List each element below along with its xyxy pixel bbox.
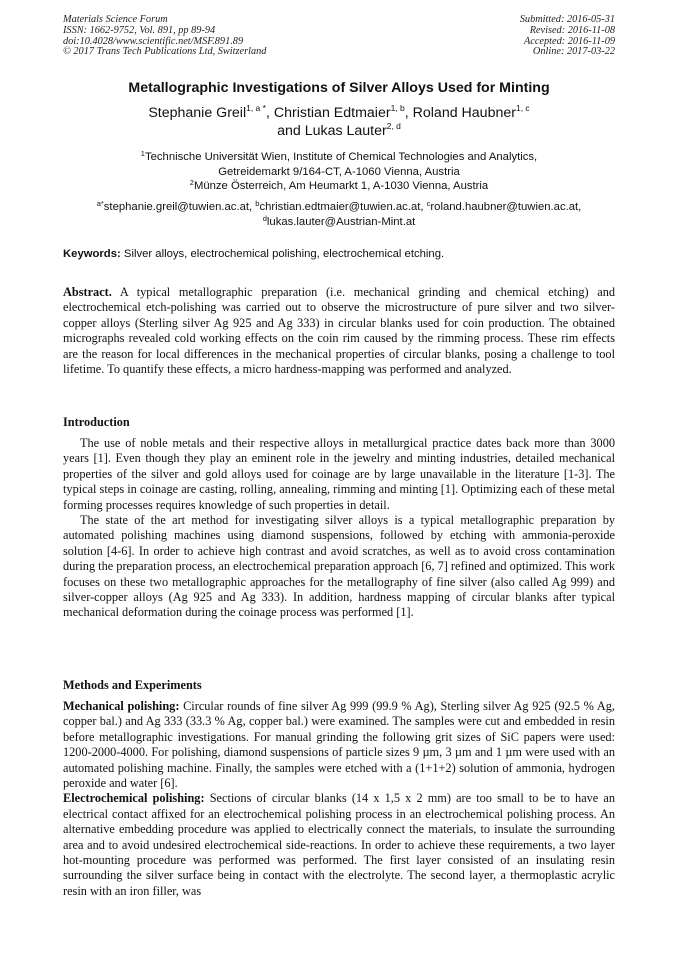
abstract xyxy=(63,285,615,377)
author-sup: 1, b xyxy=(390,103,405,113)
author-sup: 1, a * xyxy=(246,103,266,113)
author-list xyxy=(40,104,638,140)
introduction-body xyxy=(63,436,615,621)
doi-line: doi:10.4028/www.scientific.net/MSF.891.89 xyxy=(63,35,244,47)
author-name: and Lukas Lauter xyxy=(277,123,387,139)
email-link[interactable]: lukas.lauter@Austrian-Mint.at xyxy=(266,215,416,228)
copyright-line: © 2017 Trans Tech Publications Ltd, Switzerland xyxy=(63,46,267,58)
author-name: Roland Haubner xyxy=(412,105,516,121)
journal-name: Materials Science Forum xyxy=(63,14,168,25)
methods-body xyxy=(63,699,615,899)
affiliation-1 xyxy=(40,150,638,165)
keywords xyxy=(63,248,615,260)
journal-info xyxy=(63,15,266,58)
email-link[interactable]: roland.haubner@tuwien.ac.at, xyxy=(430,201,582,213)
revised-date: Revised: 2016-11-08 xyxy=(529,24,615,36)
affiliation-text: Technische Universität Wien, Institute of Chemical Technologies and Analytics, xyxy=(144,151,538,163)
abstract-label: Abstract. xyxy=(63,285,112,299)
issn-line: ISSN: 1662-9752, Vol. 891, pp 89-94 xyxy=(63,24,216,36)
email-sup: b xyxy=(255,199,260,208)
author-name: Christian Edtmaier xyxy=(273,105,391,121)
email-sup: a* xyxy=(96,199,104,208)
affiliation-1-address: Getreidemarkt 9/164-CT, A-1060 Vienna, Austria xyxy=(218,165,460,178)
electrochemical-polishing-text: Sections of circular blanks (14 x 1,5 x 2 mm) are too small to be to have an electrical contact affixed for an electrochemical polishing process in an electrochemical polishing process. An alternative embedding procedure was applied to electrically connect the materials, to insulate the surrounding area and to avoid undesired electrochemical side-reactions. In order to achieve these requirements, a two layer hot-mounting procedure was performed was performed. The first layer consisted of an insulating resin surrounding the silver surface being in contact with the electrolyte. The second layer, a thermoplastic acrylic resin with an iron filler, was xyxy=(63,791,615,898)
email-sup: d xyxy=(262,213,267,223)
methods-heading: Methods and Experiments xyxy=(63,678,202,692)
email-sup: c xyxy=(426,199,431,208)
introduction-paragraph: The use of noble metals and their respective alloys in metallurgical practice dates back more than 3000 years [1]. Even though they play an eminent role in the jewelry and minting industries, detailed mechanical properties of the silver and gold alloys used for coinage are by large unavailable in the literature [1-3]. The typical steps in coinage are casting, rolling, annealing, rimming and minting [1]. Optimizing each of these metal forming processes requires knowledge of such properties in detail. xyxy=(63,436,615,512)
email-list xyxy=(40,200,638,229)
email-line-1 xyxy=(40,200,638,215)
email-line-2 xyxy=(40,215,638,230)
accepted-date: Accepted: 2016-11-09 xyxy=(523,35,615,47)
keywords-text: Silver alloys, electrochemical polishing, electrochemical etching. xyxy=(120,248,445,260)
affiliations xyxy=(40,150,638,194)
email-link[interactable]: stephanie.greil@tuwien.ac.at, xyxy=(103,201,256,213)
electrochemical-polishing-label: Electrochemical polishing: xyxy=(63,791,205,806)
electrochemical-polishing-paragraph xyxy=(63,791,615,899)
affiliation-2 xyxy=(40,179,638,194)
keywords-label: Keywords: xyxy=(63,248,121,260)
author-sep: , xyxy=(404,105,413,121)
mechanical-polishing-paragraph xyxy=(63,699,615,791)
affiliation-sup: 1 xyxy=(140,149,145,158)
mechanical-polishing-label: Mechanical polishing: xyxy=(63,699,180,713)
author-sep: , xyxy=(265,105,274,121)
affiliation-sup: 2 xyxy=(189,178,194,187)
author-sup: 1, c xyxy=(515,103,530,113)
mechanical-polishing-text: Circular rounds of fine silver Ag 999 (99.9 % Ag), Sterling silver Ag 925 (92.5 % Ag, copper bal.) and Ag 333 (33.3 % Ag, copper bal.) were examined. The samples were cut and embedded in resin before metallographic investigations. For manual grinding the following grit sizes of SiC papers were used: 1200-2000-4000. For polishing, diamond suspensions of particle sizes 9 µm, 3 µm and 1 µm were used with an automated polishing machine. Finally, the samples were etched with a (1+1+2) solution of ammonia, hydrogen peroxide and water [6]. xyxy=(63,699,615,791)
introduction-paragraph: The state of the art method for investigating silver alloys is a typical metallographic preparation by automated polishing machines using diamond suspensions, followed by etching with ammonia-peroxide solution [4-6]. In order to achieve high contrast and avoid scratches, as well as to avoid cross contamination during the preparation process, an electrochemical preparation approach [6, 7] refined and optimized. This work focuses on these two metallographic approaches for the metallography of fine silver (also called Ag 999) and silver-copper alloys (Ag 925 and Ag 333). In addition, hardness mapping of circular blanks after typical mechanical deformation during the coinage process was performed [1]. xyxy=(63,513,615,620)
email-link[interactable]: christian.edtmaier@tuwien.ac.at, xyxy=(259,201,427,213)
submitted-date: Submitted: 2016-05-31 xyxy=(519,14,615,25)
paper-title: Metallographic Investigations of Silver Alloys Used for Minting xyxy=(128,80,550,96)
introduction-heading: Introduction xyxy=(63,415,130,429)
dates-info xyxy=(520,15,615,58)
affiliation-text: Münze Österreich, Am Heumarkt 1, A-1030 Vienna, Austria xyxy=(193,180,489,192)
online-date: Online: 2017-03-22 xyxy=(532,46,615,58)
author-sup: 2, d xyxy=(386,121,401,131)
author-line-2 xyxy=(40,122,638,140)
author-line-1 xyxy=(40,104,638,122)
author-name: Stephanie Greil xyxy=(148,105,247,121)
abstract-text: A typical metallographic preparation (i.e. mechanical grinding and chemical etching) and electrochemical etch-polishing was carried out to observe the microstructure of pure silver and two silver-copper alloys (Sterling silver Ag 925 and Ag 333) in circular blanks used for coin production. The obtained micrographs revealed cold working effects on the coin rim caused by the rimming process. These rim effects are the reason for local differences in the mechanical properties of circular blanks, posing a challenge to tool lifetime. To quantify these effects, a micro hardness-mapping was performed and analyzed. xyxy=(63,285,615,377)
